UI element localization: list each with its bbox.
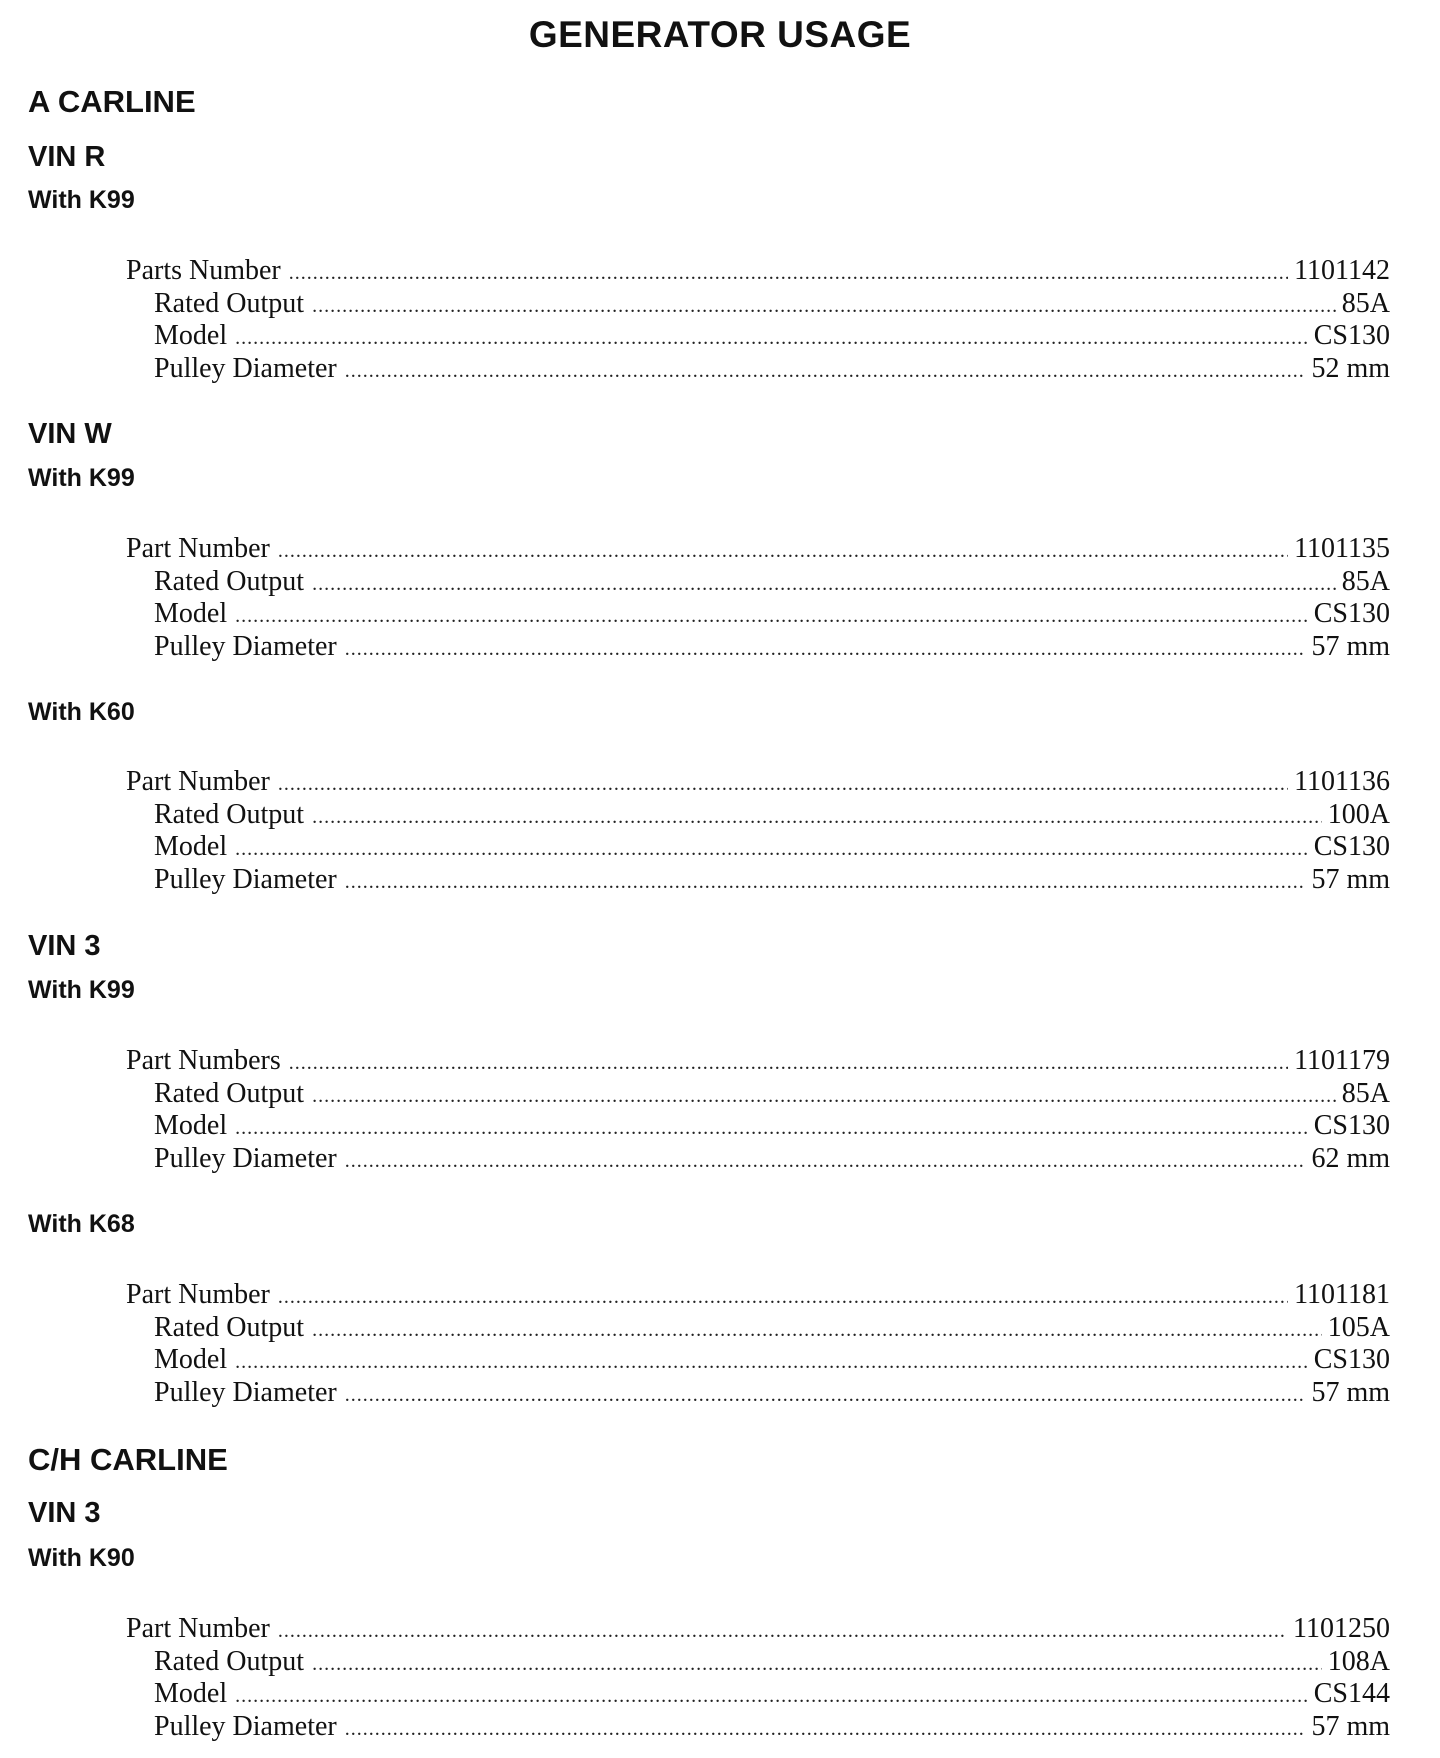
dot-leader [312, 1081, 1336, 1112]
spec-label: Pulley Diameter [154, 863, 337, 895]
spec-row-pulley-diameter [126, 1712, 1390, 1745]
spec-row-part-number [126, 256, 1390, 289]
spec-value: 100A [1327, 798, 1390, 830]
dot-leader [345, 1380, 1306, 1411]
spec-value: CS144 [1313, 1678, 1390, 1709]
spec-row-part-number [126, 1046, 1390, 1079]
vin-heading-ch-3: VIN 3 [28, 1497, 101, 1529]
option-heading-ch-vin-3-k90: With K90 [28, 1544, 135, 1572]
spec-value: 57 mm [1311, 1710, 1390, 1742]
spec-row-pulley-diameter [126, 632, 1390, 665]
dot-leader [312, 569, 1336, 600]
spec-label: Part Number [126, 766, 270, 797]
spec-label: Rated Output [154, 1645, 305, 1677]
spec-row-rated-output [126, 289, 1390, 322]
spec-value: CS130 [1313, 598, 1390, 629]
dot-leader [278, 769, 1288, 800]
dot-leader [235, 323, 1308, 354]
spec-label: Rated Output [154, 1311, 305, 1343]
dot-leader [312, 802, 1322, 833]
carline-heading-a: A CARLINE [28, 84, 196, 119]
dot-leader [312, 1649, 1322, 1680]
option-heading-vin-3-k68: With K68 [28, 1210, 135, 1238]
spec-label: Model [154, 1344, 228, 1375]
spec-label: Model [154, 598, 228, 629]
dot-leader [235, 1681, 1308, 1712]
spec-value: 85A [1341, 1077, 1390, 1109]
spec-value: 62 mm [1311, 1142, 1390, 1174]
spec-value: CS130 [1313, 1110, 1390, 1141]
spec-value: 85A [1341, 565, 1390, 597]
spec-label: Part Number [126, 1613, 270, 1644]
vin-heading-r: VIN R [28, 141, 106, 173]
spec-label: Rated Output [154, 798, 305, 830]
spec-row-rated-output [126, 1079, 1390, 1112]
spec-label: Model [154, 831, 228, 862]
spec-block-vin-w-k60 [126, 767, 1390, 897]
spec-label: Parts Number [126, 255, 281, 286]
spec-value: 1101179 [1294, 1045, 1390, 1076]
spec-label: Pulley Diameter [154, 630, 337, 662]
spec-label: Model [154, 320, 228, 351]
spec-value: 57 mm [1311, 1376, 1390, 1408]
option-heading-vin-w-k99: With K99 [28, 464, 135, 492]
spec-row-part-number [126, 1280, 1390, 1313]
spec-row-pulley-diameter [126, 354, 1390, 387]
spec-value: 57 mm [1311, 630, 1390, 662]
dot-leader [345, 1714, 1306, 1745]
spec-value: 1101135 [1294, 533, 1390, 564]
spec-value: CS130 [1313, 320, 1390, 351]
spec-block-vin-w-k99 [126, 534, 1390, 664]
spec-label: Rated Output [154, 565, 305, 597]
spec-block-vin-r-k99 [126, 256, 1390, 386]
spec-row-pulley-diameter [126, 1378, 1390, 1411]
spec-label: Pulley Diameter [154, 352, 337, 384]
dot-leader [289, 1048, 1288, 1079]
vin-heading-w: VIN W [28, 418, 112, 450]
dot-leader [235, 834, 1308, 865]
spec-value: 1101136 [1294, 766, 1390, 797]
spec-label: Part Numbers [126, 1045, 281, 1076]
spec-block-ch-vin-3-k90 [126, 1614, 1390, 1744]
spec-row-model [126, 321, 1390, 354]
spec-row-model [126, 599, 1390, 632]
dot-leader [278, 1616, 1287, 1647]
spec-row-model [126, 1111, 1390, 1144]
spec-value: 105A [1327, 1311, 1390, 1343]
spec-block-vin-3-k68 [126, 1280, 1390, 1410]
vin-heading-3: VIN 3 [28, 930, 101, 962]
spec-label: Rated Output [154, 1077, 305, 1109]
spec-row-pulley-diameter [126, 1144, 1390, 1177]
spec-row-part-number [126, 767, 1390, 800]
dot-leader [289, 258, 1288, 289]
spec-value: 85A [1341, 287, 1390, 319]
spec-row-rated-output [126, 567, 1390, 600]
spec-value: 1101250 [1293, 1613, 1390, 1644]
option-heading-vin-r-k99: With K99 [28, 186, 135, 214]
option-heading-vin-w-k60: With K60 [28, 698, 135, 726]
dot-leader [235, 601, 1308, 632]
spec-value: 108A [1327, 1645, 1390, 1677]
spec-value: CS130 [1313, 1344, 1390, 1375]
spec-value: 1101142 [1294, 255, 1390, 286]
spec-label: Model [154, 1110, 228, 1141]
spec-label: Pulley Diameter [154, 1710, 337, 1742]
dot-leader [312, 1315, 1322, 1346]
spec-row-rated-output [126, 1313, 1390, 1346]
dot-leader [312, 291, 1336, 322]
spec-row-model [126, 832, 1390, 865]
spec-label: Pulley Diameter [154, 1376, 337, 1408]
spec-row-rated-output [126, 1647, 1390, 1680]
spec-row-model [126, 1345, 1390, 1378]
spec-value: 1101181 [1294, 1279, 1390, 1310]
spec-label: Model [154, 1678, 228, 1709]
spec-label: Pulley Diameter [154, 1142, 337, 1174]
spec-value: CS130 [1313, 831, 1390, 862]
dot-leader [345, 356, 1306, 387]
dot-leader [345, 1146, 1306, 1177]
dot-leader [345, 634, 1306, 665]
spec-value: 57 mm [1311, 863, 1390, 895]
option-heading-vin-3-k99: With K99 [28, 976, 135, 1004]
spec-row-model [126, 1679, 1390, 1712]
carline-heading-ch: C/H CARLINE [28, 1442, 228, 1477]
spec-label: Part Number [126, 533, 270, 564]
page-title: GENERATOR USAGE [528, 14, 912, 55]
dot-leader [235, 1347, 1308, 1378]
spec-row-pulley-diameter [126, 865, 1390, 898]
spec-label: Part Number [126, 1279, 270, 1310]
spec-row-part-number [126, 534, 1390, 567]
dot-leader [278, 1282, 1288, 1313]
spec-value: 52 mm [1311, 352, 1390, 384]
dot-leader [345, 867, 1306, 898]
dot-leader [235, 1113, 1308, 1144]
dot-leader [278, 536, 1288, 567]
spec-label: Rated Output [154, 287, 305, 319]
spec-row-part-number [126, 1614, 1390, 1647]
spec-row-rated-output [126, 800, 1390, 833]
spec-block-vin-3-k99 [126, 1046, 1390, 1176]
